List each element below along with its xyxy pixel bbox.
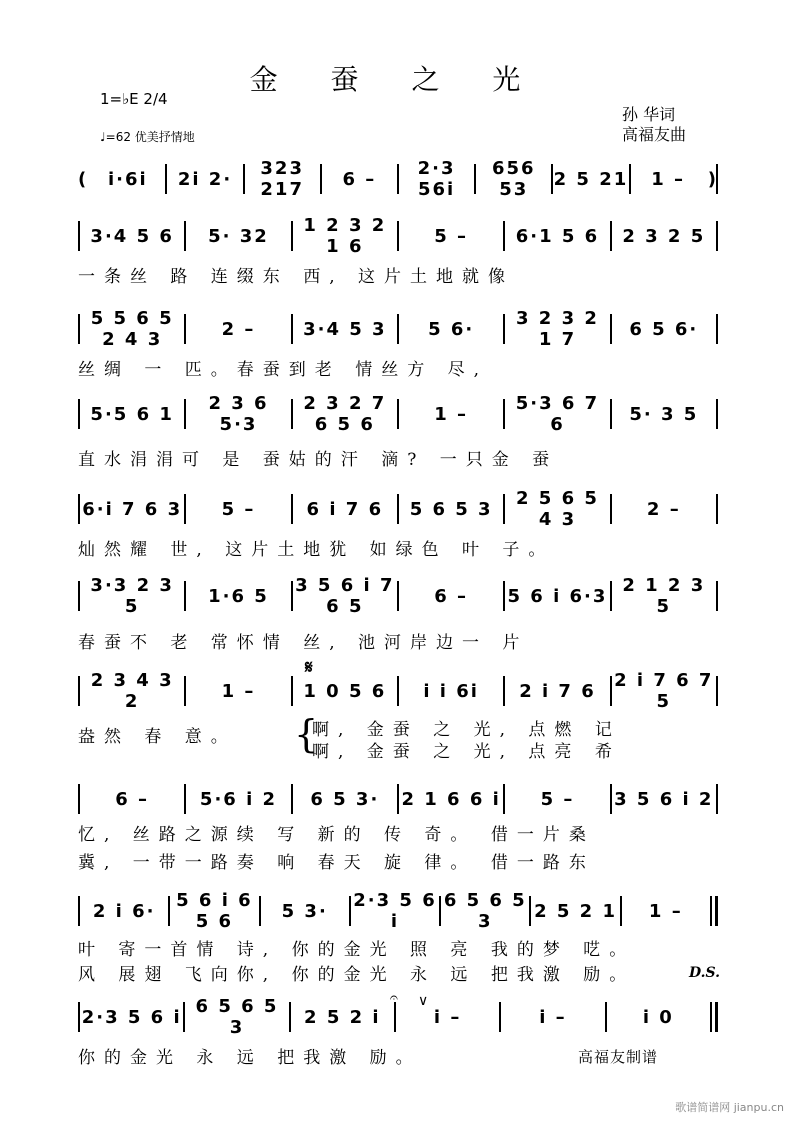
measure: 6 5 6 5 3 [195, 996, 279, 1038]
lyric-line: 忆, 丝路之源续 写 新的 传 奇。 借一片桑 [78, 825, 595, 845]
measure: 5 – [540, 788, 575, 810]
notation-system [78, 158, 718, 200]
measure: 6 5 6 5 3 [443, 890, 527, 932]
lyric-line: 啊, 金蚕 之 光, 点燃 记 [312, 720, 621, 740]
measure: 2 5 6 5 4 3 [516, 488, 599, 530]
barline [716, 314, 718, 344]
lyric-line: 冀, 一带一路奏 响 春天 旋 律。 借一路东 [78, 853, 595, 873]
lyric-line: 春蚕不 老 常怀情 丝, 池河岸边一 片 [78, 633, 529, 653]
measure: 5·5 6 1 [90, 403, 174, 425]
measure: 3 2 3 2 1 7 [516, 308, 599, 350]
measure: 2 i 6· [92, 900, 156, 922]
verse-brace: { [294, 712, 319, 756]
measure: 6 – [115, 788, 150, 810]
measure: 6 5 3· [310, 788, 380, 810]
key-signature: 1=♭E 2/4 [100, 90, 168, 108]
lyric-line: 灿然耀 世, 这片土地犹 如绿色 叶 子。 [78, 540, 555, 560]
notation-system [78, 670, 718, 712]
barline [716, 581, 718, 611]
lyric-line: 叶 寄一首情 诗, 你的金光 照 亮 我的梦 呓。 [78, 940, 636, 960]
measure: 3·4 5 6 [90, 225, 174, 247]
measure: 1 – [221, 680, 256, 702]
measure: 2 – [646, 498, 681, 520]
notation-system [78, 488, 718, 530]
measure: 5 3· [281, 900, 328, 922]
measure: 2 1 2 3 5 [622, 575, 706, 617]
lyricist-credit: 孙 华词 [622, 105, 676, 124]
segno-sign: 𝄋 [305, 657, 313, 678]
notation-system [78, 575, 718, 617]
measure: 5 6 5 3 [409, 498, 493, 520]
measure: 2 1 6 6 i [401, 788, 501, 810]
final-barline [715, 896, 718, 926]
measure: 2 5 21 [553, 168, 629, 190]
measure: 2·3 5 6 i [353, 890, 437, 932]
barline [716, 399, 718, 429]
barline [716, 784, 718, 814]
measure: 1 – [648, 900, 683, 922]
measure: 1 – [434, 403, 469, 425]
notation-system [78, 393, 718, 435]
measure: 5 – [434, 225, 469, 247]
lyric-line: 你的金光 永 远 把我激 励。 [78, 1048, 422, 1068]
measure: i – [539, 1006, 567, 1028]
barline [710, 896, 712, 926]
measure: 2 3 4 3 2 [90, 670, 174, 712]
notation-system [78, 215, 718, 257]
measure: 5 5 6 5 2 4 3 [90, 308, 174, 350]
final-barline [715, 1002, 718, 1032]
measure: 5· 32 [208, 225, 269, 247]
breath-mark: ∨ [418, 993, 429, 1009]
fermata-mark: 𝄐 [390, 990, 398, 1006]
lyric-line: 啊, 金蚕 之 光, 点亮 希 [312, 742, 621, 762]
measure: 5 6 i 6·3 [507, 585, 608, 607]
measure: 5· 3 5 [629, 403, 699, 425]
measure: 656 53 [491, 158, 536, 200]
measure: 2·3 56i [417, 158, 456, 200]
measure: 3 5 6 i 7 6 5 [295, 575, 395, 617]
measure: 2·3 5 6 i [81, 1006, 182, 1028]
measure: 3·3 2 3 5 [90, 575, 174, 617]
notation-system [78, 308, 718, 350]
measure: 2 3 2 5 [622, 225, 706, 247]
measure: 3·4 5 3 [303, 318, 387, 340]
measure: 2 5 2 1 [534, 900, 617, 922]
measure: 6 5 6· [629, 318, 699, 340]
composer-credit: 高福友曲 [622, 125, 687, 144]
measure: 1 – [651, 168, 686, 190]
measure: 6·i 7 6 3 [82, 498, 183, 520]
measure: 6 – [342, 168, 377, 190]
measure: 5 – [221, 498, 256, 520]
measure: i – [433, 1006, 462, 1028]
measure: 6·1 5 6 [515, 225, 600, 247]
notation-system [78, 996, 718, 1038]
song-title: 金 蚕 之 光 [249, 63, 543, 96]
measure: 2 i 7 6 7 5 [614, 670, 714, 712]
lyric-line: 一条丝 路 连缀东 西, 这片土地就像 [78, 267, 515, 287]
measure: 6 i 7 6 [306, 498, 384, 520]
site-watermark: 歌谱简谱网 jianpu.cn [675, 1101, 784, 1114]
repeat-paren-close: ) [707, 168, 716, 190]
engraver-credit: 高福友制谱 [578, 1048, 659, 1066]
barline [716, 164, 718, 194]
measure: 2 3 2 7 6 5 6 [303, 393, 387, 435]
measure: 6 – [434, 585, 469, 607]
measure: 5 6· [428, 318, 475, 340]
lyric-line: 盎然 春 意。 [78, 727, 237, 747]
ds-marking: D.S. [688, 965, 720, 981]
measure: 1·6 5 [208, 585, 269, 607]
measure: i·6i [107, 168, 148, 190]
measure: 323 217 [260, 158, 304, 200]
measure: 1 0 5 6 [303, 680, 387, 702]
measure: 2 i 7 6 [519, 680, 596, 702]
notation-system [78, 890, 718, 932]
measure: i 0 [642, 1006, 674, 1028]
lyric-line: 风 展翅 飞向你, 你的金光 永 远 把我激 励。 [78, 965, 636, 985]
measure: 5·6 i 2 [199, 788, 278, 810]
notation-system [78, 785, 718, 813]
lyric-line: 直水涓涓可 是 蚕姑的汗 滴? 一只金 蚕 [78, 450, 559, 470]
tempo-marking: ♩=62 优美抒情地 [100, 130, 195, 144]
repeat-paren-open: ( [78, 168, 87, 190]
barline [710, 1002, 712, 1032]
measure: 2 3 6 5·3 [208, 393, 269, 435]
measure: 1 2 3 2 1 6 [303, 215, 387, 257]
barline [716, 221, 718, 251]
measure: 5·3 6 7 6 [515, 393, 600, 435]
measure: 2i 2· [177, 168, 233, 190]
measure: 3 5 6 i 2 [614, 788, 714, 810]
barline [716, 494, 718, 524]
barline [716, 676, 718, 706]
lyric-line: 丝绸 一 匹。春蚕到老 情丝方 尽, [78, 360, 489, 380]
measure: 5 6 i 6 5 6 [176, 890, 253, 932]
measure: 2 – [221, 318, 256, 340]
measure: 2 5 2 i [304, 1006, 381, 1028]
measure: i i 6i [423, 680, 479, 702]
